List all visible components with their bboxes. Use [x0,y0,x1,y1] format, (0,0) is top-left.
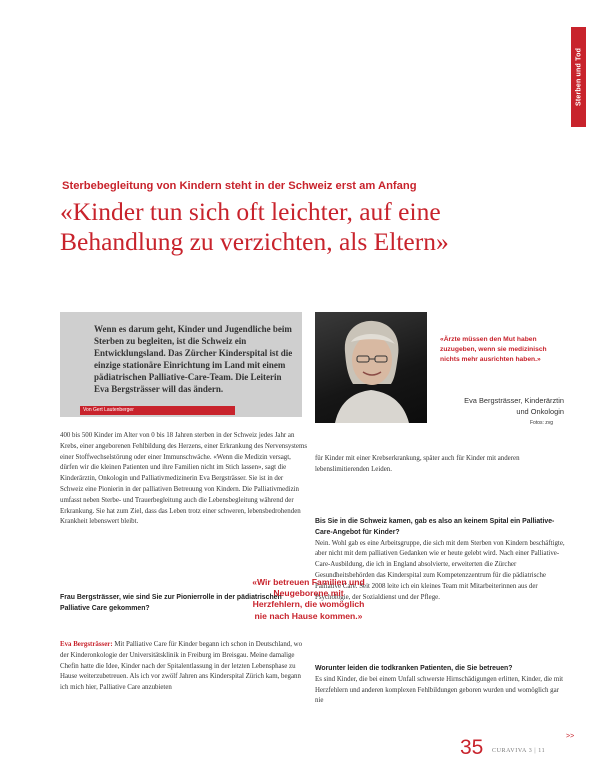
question-2-text: Bis Sie in die Schweiz kamen, gab es also an keinem Spital ein Palliative-Care-Angebot für Kinder? [315,518,555,536]
question-3-text: Worunter leiden die todkranken Patienten, die Sie betreuen? [315,665,513,672]
answer-3-text: Es sind Kinder, die bei einem Unfall schwerste Hirnschädigungen erlitten, Kinder, die mit Herzfehlern und anderen komplexen Fehlbildungen geboren wurden und womöglich gar nie [315,675,564,705]
interviewee-name: Eva Bergsträsser: [60,641,113,648]
question-3-block [315,664,565,707]
pull-quote: «Wir betreuen Familien und Neugeborene mit Herzfehlern, die womöglich nie nach Hause kommen.» [252,577,365,621]
portrait-illustration [315,312,427,423]
section-tab [571,27,586,127]
answer-1 [60,640,308,694]
column-1-intro [60,431,308,528]
author: Von Gert Lautenberger [83,407,134,413]
photo-credit: Fotos: zvg [530,420,554,426]
photo-caption: Eva Bergsträsser, Kinderärztin und Onkologin [464,396,564,416]
continue-arrow-icon: >> [566,733,575,740]
answer-2-text: Nein. Wohl gab es eine Arbeitsgruppe, die sich mit dem Sterben von Kindern beschäftigte, aber nicht mit dem palliativen Gedanken wie er heute gelebt wird. Nach einer Palliative-Care-Ausbildung, die ich in England absolvierte, erweiterten die Zürcher Gesundheitsbehörden das Kinderspital zum Kompetenzzentrum für die pädiatrische Palliative Care. Seit 2008 leite ich ein kleines Team mit Mitarbeiterinnen aus der Psychologie, der Sozialdienst und der Pflege. [315,539,565,601]
author-bar [80,406,235,415]
question-1-text: Frau Bergsträsser, wie sind Sie zur Pionierrolle in der pädiatrischen Palliative Care gekommen? [60,594,282,612]
continued-text: für Kinder mit einer Krebserkrankung, später auch für Kinder mit anderen lebenslimitierenden Leiden. [315,455,520,473]
section-tab-label: Sterben und Tod [575,47,582,107]
answer-1-text: Mit Palliative Care für Kinder begann ich schon in Deutschland, wo der Kinderonkologie der Universitätsklinik in Freiburg im Breisgau. Meine damalige Chefin hatte die Idee, Kinder nach der Spitalentlassung in der letzten Lebensphase zu Hause weiterzubetreuen. Als ich vor zwölf Jahren ans Kinderspital Zürich kam, begann ich mich hier, Palliative Care anzubieten [60,641,303,692]
photo-quote: «Ärzte müssen den Mut haben zuzugeben, wenn sie medizinisch nichts mehr ausrichten haben.» [440,336,547,363]
headline: «Kinder tun sich oft leichter, auf eine Behandlung zu verzichten, als Eltern» [60,197,449,256]
column-2-continued [315,454,565,476]
intro-paragraph: 400 bis 500 Kinder im Alter von 0 bis 18 Jahren sterben in der Schweiz jedes Jahr an Krebs, einer angeborenen Fehlbildung des Herzens, einer Erkrankung des Nervensystems einer Stoffwechselstörung oder einer Immunschwäche. «Wenn die Medizin versagt, dürfen wir die kleinen Patienten und ihre Familien nicht im Stich lassen», sagt die Kinderärztin, Onkologin und Palliativmedizinerin Eva Bergsträsser. Sie ist in der Schweiz eine Pionierin in der palliativen Betreuung von Kindern. Die Palliativmedizin umfasst neben Sterbe- und Trauerbegleitung auch die Lebensbegleitung während der Erkrankung. Sie hat zum Ziel, dass das Leben trotz einer schweren, lebensbedrohenden Krankheit lebenswert bleibt. [60,432,308,526]
page-number: 35 [460,736,484,759]
magazine-name: CURAVIVA 3 | 11 [492,748,546,754]
lead-text: Wenn es darum geht, Kinder und Jugendliche beim Sterben zu begleiten, ist die Schweiz ein Entwicklungsland. Das Zürcher Kinderspital ist die einzige stationäre Einrichtung im Land mit einem pädiatrischen Palliative-Care-Team. Die Leiterin Eva Bergsträsser will das ändern. [94,324,293,395]
kicker: Sterbebegleitung von Kindern steht in der Schweiz erst am Anfang [62,180,417,192]
portrait-photo [315,312,427,423]
